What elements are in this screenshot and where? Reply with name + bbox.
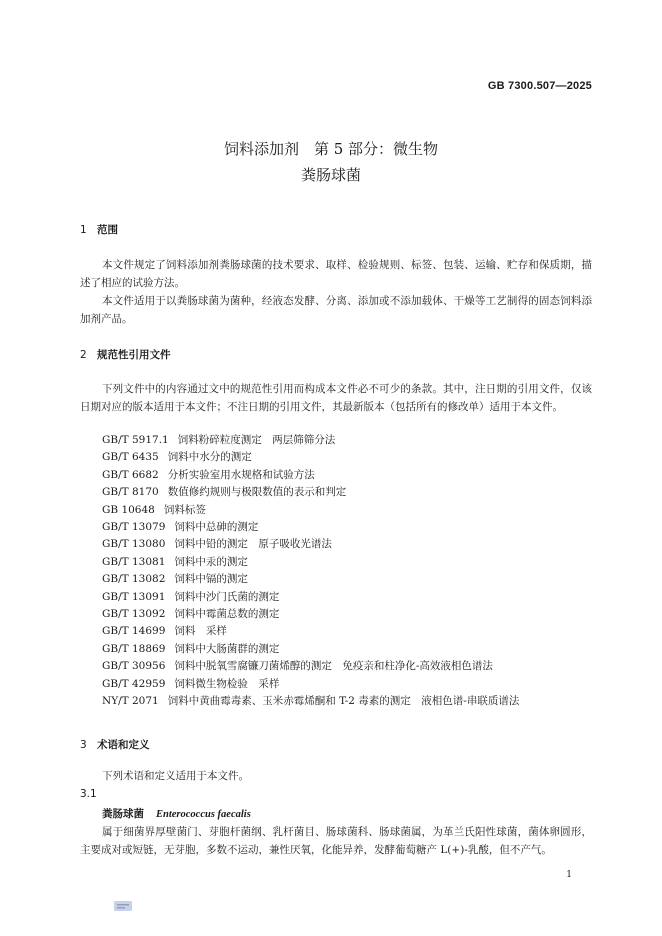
reference-code: GB/T 30956 (102, 660, 166, 673)
reference-code: GB 10648 (102, 503, 155, 516)
section-title: 术语和定义 (97, 739, 150, 751)
reference-title: 饲料中镉的测定 (174, 573, 248, 586)
reference-item (102, 658, 519, 675)
paragraph: 下列文件中的内容通过文中的规范性引用而构成本文件必不可少的条款。其中，注日期的引用文件，仅该日期对应的版本适用于本文件；不注日期的引用文件，其最新版本（包括所有的修改单）适用于本文件。 (80, 383, 592, 413)
reference-code: GB/T 14699 (102, 625, 166, 638)
paragraph: 下列术语和定义适用于本文件。 (102, 770, 249, 782)
publisher-mark-icon (114, 900, 132, 912)
reference-item (102, 432, 519, 449)
reference-code: GB/T 6435 (102, 451, 159, 464)
section-2-heading (80, 347, 171, 362)
reference-title: 饲料中总砷的测定 (174, 521, 259, 534)
reference-title: 分析实验室用水规格和试验方法 (167, 468, 315, 481)
reference-item (102, 449, 519, 466)
reference-code: GB/T 13079 (102, 521, 166, 534)
section-1-heading (80, 222, 118, 237)
reference-code: GB/T 13092 (102, 608, 166, 621)
reference-item (102, 536, 519, 553)
reference-item (102, 641, 519, 658)
reference-title: 饲料中沙门氏菌的测定 (174, 590, 280, 603)
term-entry (102, 806, 251, 821)
reference-item (102, 623, 519, 640)
section-number: 1 (80, 224, 87, 236)
reference-code: GB/T 13080 (102, 538, 166, 551)
reference-title: 饲料中霉菌总数的测定 (174, 608, 280, 621)
reference-code: GB/T 8170 (102, 486, 159, 499)
document-title: 饲料添加剂 第 5 部分：微生物 (223, 140, 439, 158)
reference-code: GB/T 13091 (102, 590, 166, 603)
section-number: 2 (80, 349, 87, 361)
reference-title: 饲料中大肠菌群的测定 (174, 642, 280, 655)
page-number: 1 (566, 870, 572, 880)
reference-item (102, 606, 519, 623)
reference-code: NY/T 2071 (102, 695, 159, 708)
term-latin: Enterococcus faecalis (156, 809, 251, 820)
standard-code: GB 7300.507—2025 (487, 80, 592, 92)
section-number: 3 (80, 739, 87, 751)
reference-code: GB/T 13081 (102, 555, 166, 568)
reference-item (102, 502, 519, 519)
section-3-heading (80, 737, 150, 752)
reference-title: 饲料中水分的测定 (167, 451, 252, 464)
reference-item (102, 589, 519, 606)
section-title: 规范性引用文件 (97, 349, 171, 361)
reference-title: 饲料中脱氧雪腐镰刀菌烯醇的测定 免疫亲和柱净化-高效液相色谱法 (174, 660, 493, 673)
reference-code: GB/T 5917.1 (102, 434, 169, 446)
reference-code: GB/T 42959 (102, 677, 166, 690)
paragraph: 本文件规定了饲料添加剂粪肠球菌的技术要求、取样、检验规则、标签、包装、运输、贮存和保质期，描述了相应的试验方法。 (80, 259, 592, 289)
reference-code: GB/T 18869 (102, 642, 166, 655)
reference-title: 饲料中汞的测定 (174, 555, 248, 568)
section-title: 范围 (97, 224, 118, 236)
definition: 属于细菌界厚壁菌门、芽胞杆菌纲、乳杆菌目、肠球菌科、肠球菌属，为革兰氏阳性球菌，菌体卵圆形，主要成对或短链，无芽胞，多数不运动，兼性厌氧，化能异养，发酵葡萄糖产 L(+)-乳酸，但不产气。 (80, 826, 592, 856)
clause-number: 3.1 (80, 788, 97, 800)
reference-item (102, 519, 519, 536)
reference-item (102, 676, 519, 693)
paragraph: 本文件适用于以粪肠球菌为菌种，经液态发酵、分离、添加或不添加载体、干燥等工艺制得的固态饲料添加剂产品。 (80, 295, 592, 325)
reference-item (102, 467, 519, 484)
reference-code: GB/T 13082 (102, 573, 166, 586)
reference-code: GB/T 6682 (102, 468, 159, 481)
reference-item (102, 571, 519, 588)
document-subtitle: 粪肠球菌 (300, 166, 361, 184)
reference-title: 饲料中黄曲霉毒素、玉米赤霉烯酮和 T-2 毒素的测定 液相色谱-串联质谱法 (167, 695, 520, 708)
reference-item (102, 554, 519, 571)
reference-title: 饲料 采样 (174, 625, 227, 638)
reference-title: 饲料标签 (163, 503, 206, 516)
reference-item (102, 484, 519, 501)
reference-list (102, 432, 519, 711)
reference-title: 饲料粉碎粒度测定 两层筛筛分法 (177, 434, 336, 446)
reference-title: 饲料微生物检验 采样 (174, 677, 280, 690)
reference-title: 饲料中铅的测定 原子吸收光谱法 (174, 538, 332, 551)
reference-title: 数值修约规则与极限数值的表示和判定 (167, 486, 347, 499)
reference-item (102, 693, 519, 710)
term-chinese: 粪肠球菌 (102, 808, 144, 820)
